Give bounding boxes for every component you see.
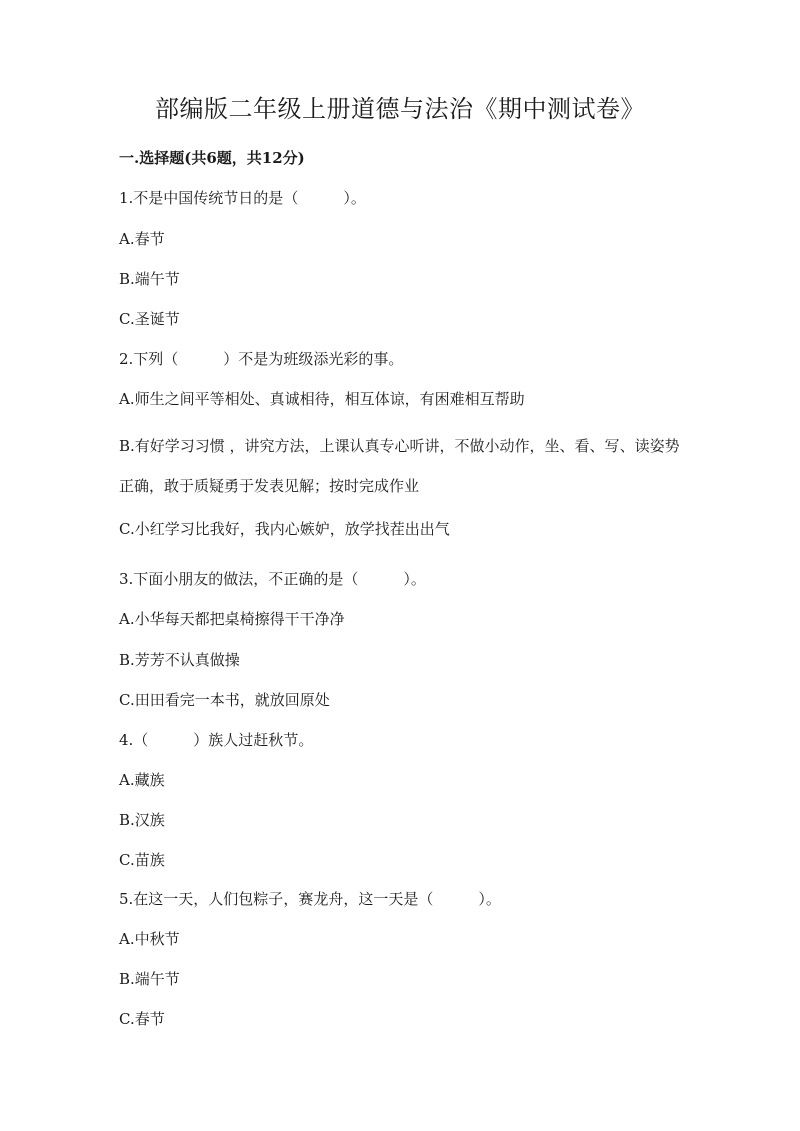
option-text: B.芳芳不认真做操 [119,651,240,669]
question-stem: 1.不是中国传统节日的是（ ）。 [119,189,366,207]
option-text: C.苗族 [119,851,165,869]
question-stem: 5.在这一天，人们包粽子，赛龙舟，这一天是（ ）。 [119,890,501,908]
option-text: B.有好学习习惯 ，讲究方法，上课认真专心听讲，不做小动作，坐、看、写、读姿势正确，敢于质疑勇于发表见解；按时完成作业 [119,437,680,495]
option-text: A.师生之间平等相处、真诚相待，相互体谅，有困难相互帮助 [119,390,525,408]
option-text: C.春节 [119,1010,165,1028]
option-text: A.藏族 [119,771,165,789]
option-text: A.中秋节 [119,930,180,948]
question-stem: 3.下面小朋友的做法，不正确的是（ ）。 [119,570,426,588]
option-text: B.端午节 [119,970,180,988]
page-title: 部编版二年级上册道德与法治《期中测试卷》 [155,95,645,123]
option-text: B.端午节 [119,270,180,288]
question-stem: 4.（ ）族人过赶秋节。 [119,731,314,749]
option-text: C.圣诞节 [119,310,180,328]
question-stem: 2.下列（ ）不是为班级添光彩的事。 [119,350,404,368]
option-text: A.小华每天都把桌椅擦得干干净净 [119,610,345,628]
section-heading: 一.选择题(共6题，共12分) [119,149,305,167]
option-text: B.汉族 [119,811,165,829]
option-text: C.田田看完一本书，就放回原处 [119,691,330,709]
option-text: C.小红学习比我好，我内心嫉妒，放学找茬出出气 [119,520,450,538]
option-text: A.春节 [119,230,165,248]
